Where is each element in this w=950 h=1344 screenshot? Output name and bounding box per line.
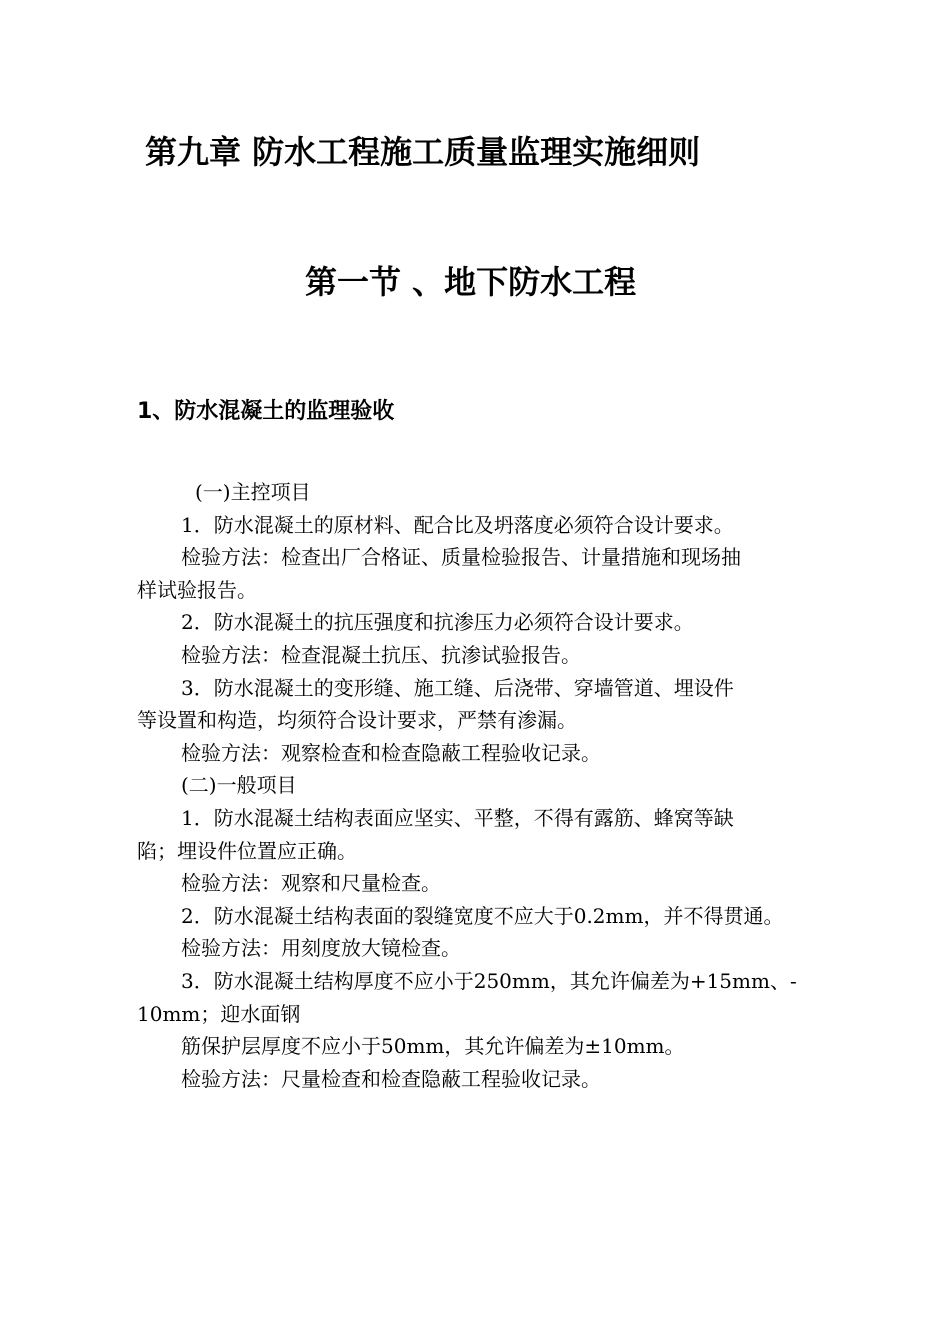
- paragraph-line: 筋保护层厚度不应小于50mm，其允许偏差为±10mm。: [181, 1034, 685, 1059]
- paragraph-line: 3．防水混凝土结构厚度不应小于250mm，其允许偏差为+15mm、-: [181, 968, 797, 993]
- item-heading-main: (一)主控项目: [195, 480, 311, 504]
- paragraph-line: 检验方法：用刻度放大镜检查。: [181, 936, 461, 961]
- paragraph-line: 等设置和构造，均须符合设计要求，严禁有渗漏。: [137, 708, 577, 733]
- paragraph-line: 检验方法：观察检查和检查隐蔽工程验收记录。: [181, 740, 601, 765]
- paragraph-line: 检验方法：尺量检查和检查隐蔽工程验收记录。: [181, 1066, 601, 1091]
- section-title: 第一节 、地下防水工程: [305, 263, 637, 301]
- item-heading-general: (二)一般项目: [181, 773, 297, 798]
- sub-heading: 1、防水混凝土的监理验收: [137, 399, 395, 424]
- paragraph-line: 1．防水混凝土的原材料、配合比及坍落度必须符合设计要求。: [181, 512, 734, 537]
- paragraph-line: 检验方法：观察和尺量检查。: [181, 871, 441, 896]
- paragraph-line: 3．防水混凝土的变形缝、施工缝、后浇带、穿墙管道、埋设件: [181, 675, 734, 700]
- paragraph-line: 检验方法：检查出厂合格证、质量检验报告、计量措施和现场抽: [181, 545, 741, 570]
- paragraph-line: 2．防水混凝土结构表面的裂缝宽度不应大于0.2mm，并不得贯通。: [181, 903, 784, 928]
- paragraph-line: 1．防水混凝土结构表面应坚实、平整，不得有露筋、蜂窝等缺: [181, 805, 734, 830]
- paragraph-line: 10mm；迎水面钢: [137, 1001, 301, 1026]
- chapter-title: 第九章 防水工程施工质量监理实施细则: [145, 133, 701, 171]
- paragraph-line: 陷；埋设件位置应正确。: [137, 838, 357, 863]
- paragraph-line: 样试验报告。: [137, 577, 257, 602]
- paragraph-line: 检验方法：检查混凝土抗压、抗渗试验报告。: [181, 642, 581, 667]
- body-text: [137, 476, 837, 1095]
- paragraph-line: 2．防水混凝土的抗压强度和抗渗压力必须符合设计要求。: [181, 610, 694, 635]
